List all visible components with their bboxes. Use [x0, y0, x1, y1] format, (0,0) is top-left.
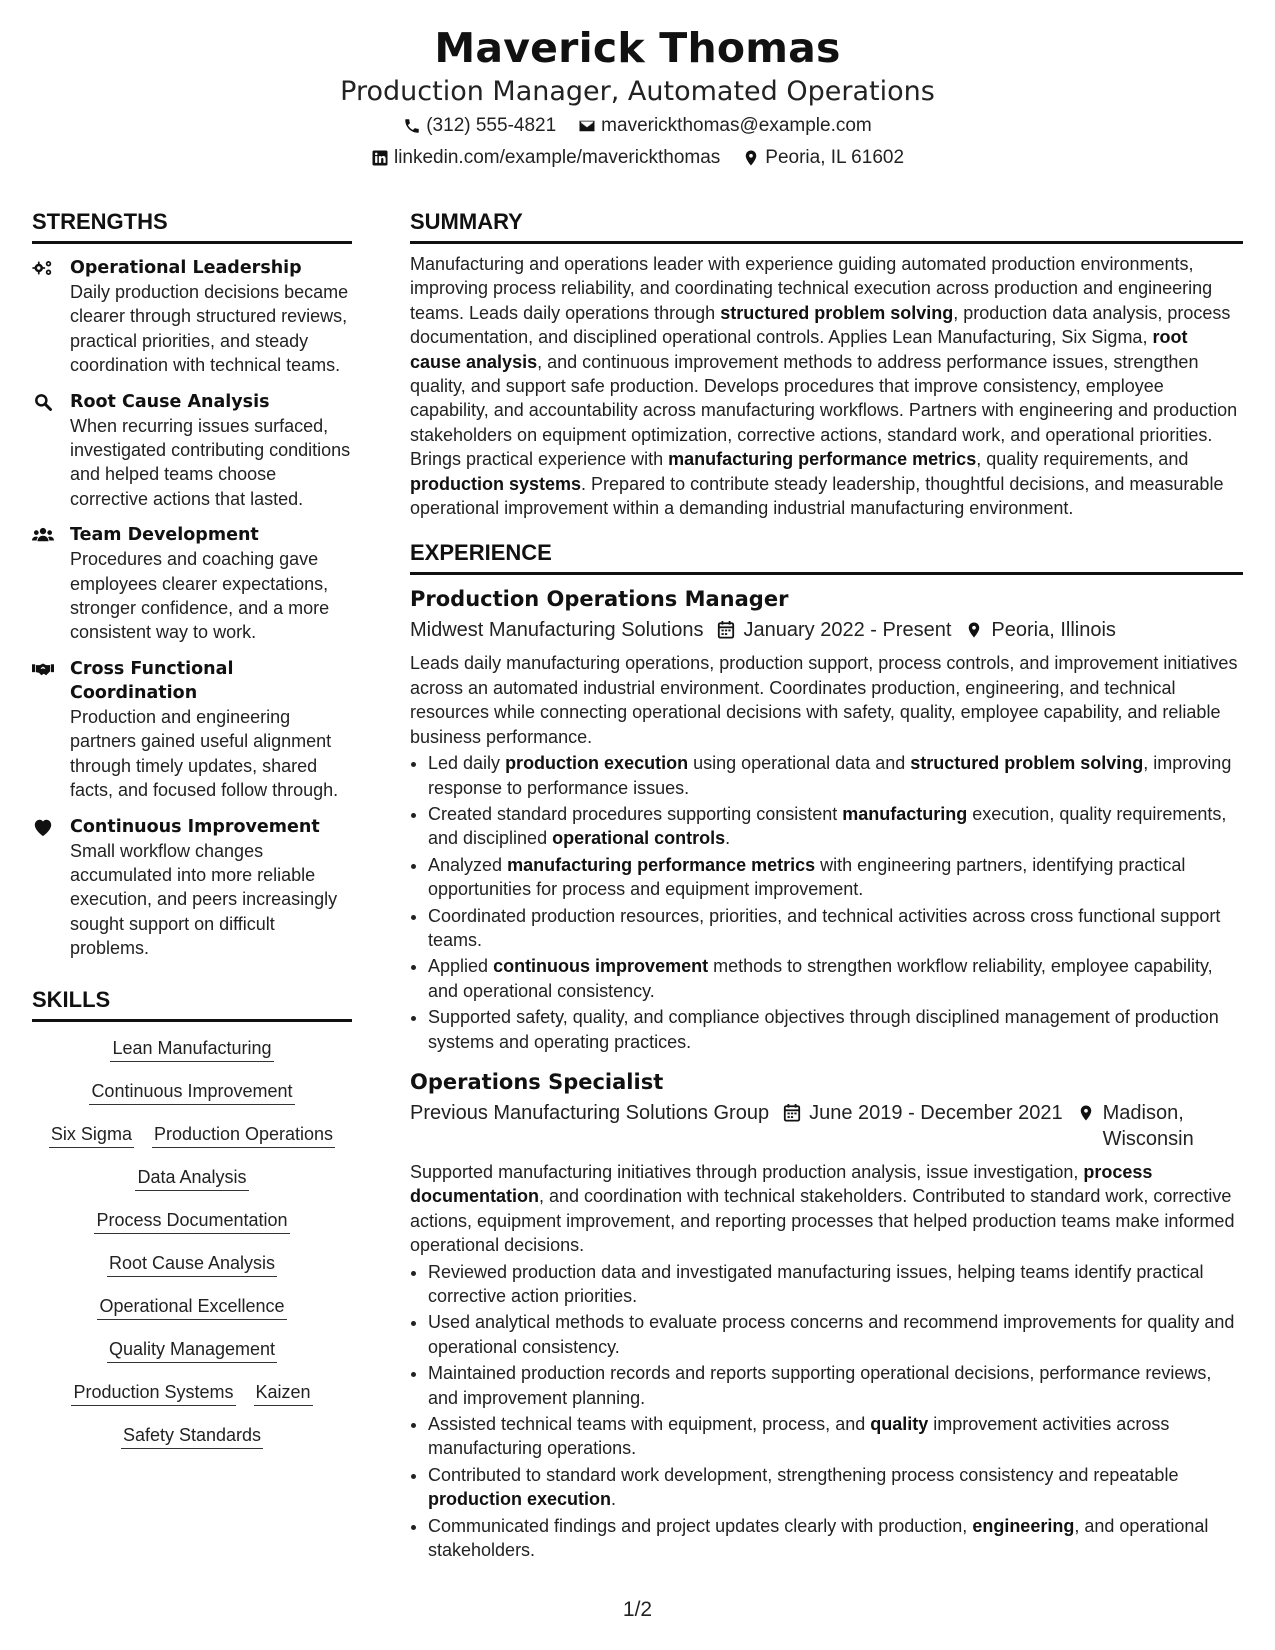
- strength-title: Operational Leadership: [70, 258, 302, 278]
- skill-tag: Data Analysis: [135, 1165, 248, 1191]
- text-segment: , and coordination with technical stakeholders. Contributed to standard work, corrective actions, equipment improvement, and reporting processes that helped production teams make informed operational decisions.: [410, 1186, 1235, 1256]
- skills-heading: SKILLS: [32, 985, 352, 1022]
- bold-text: production execution: [505, 753, 689, 774]
- strength-title: Team Development: [70, 525, 259, 546]
- phone-icon: [403, 117, 421, 135]
- text-segment: Manufacturing and operations leader with experience guiding automated production environments, improving process reliability, and coordinating technical execution across production and engineering teams. Leads daily operations through: [410, 254, 1213, 323]
- text-segment: , production data analysis, process documentation, and disciplined operational controls. Applies Lean Manufacturing, Six Sigma,: [410, 302, 1231, 348]
- search-icon: [32, 392, 54, 412]
- job-dates-text: June 2019 - December 2021: [809, 1101, 1063, 1124]
- text-segment: Maintained production records and reports supporting operational decisions, performance reviews, and improvement planning.: [428, 1363, 1212, 1408]
- strength-desc: Small workflow changes accumulated into more reliable execution, and peers increasingly sought support on difficult problems.: [70, 840, 338, 959]
- text-segment: Assisted technical teams with equipment, process, and: [428, 1414, 871, 1435]
- bullet-item: [428, 1463, 1243, 1512]
- text-segment: Communicated findings and project updates clearly with production,: [428, 1515, 973, 1536]
- job-bullets: [410, 751, 1243, 1054]
- map-pin-icon: [1077, 1103, 1095, 1123]
- job-company: Previous Manufacturing Solutions Group: [410, 1101, 770, 1124]
- bold-text: production systems: [410, 473, 582, 494]
- calendar-icon: [717, 620, 735, 640]
- strength-desc: Procedures and coaching gave employees clearer expectations, stronger confidence, and a more consistent way to work.: [70, 549, 330, 643]
- bullet-item: [428, 1361, 1243, 1410]
- users-icon: [32, 525, 54, 545]
- job-meta: [410, 1100, 1243, 1152]
- map-pin-icon: [742, 149, 760, 167]
- skill-row: [32, 1122, 352, 1148]
- job-dates: [783, 1100, 1063, 1126]
- text-segment: methods to strengthen workflow reliability, employee capability, and operational consistency.: [428, 956, 1213, 1001]
- job-location-text: Peoria, Illinois: [991, 619, 1116, 642]
- text-segment: , quality requirements, and: [976, 449, 1189, 470]
- contact-row-2: [0, 142, 1275, 174]
- bold-text: manufacturing performance metrics: [507, 854, 816, 875]
- summary-heading: SUMMARY: [410, 207, 1243, 244]
- skill-row: [32, 1036, 352, 1062]
- skill-tag: Lean Manufacturing: [110, 1036, 273, 1062]
- strength-desc: Production and engineering partners gained useful alignment through timely updates, shared facts, and focused follow through.: [70, 706, 339, 801]
- phone-text: (312) 555-4821: [426, 115, 557, 136]
- strength-item: [32, 256, 352, 378]
- skill-row: [32, 1165, 352, 1191]
- text-segment: .: [725, 828, 731, 849]
- experience-heading: EXPERIENCE: [410, 538, 1243, 575]
- text-segment: using operational data and: [688, 753, 911, 774]
- skill-tag: Operational Excellence: [97, 1294, 286, 1320]
- email-contact[interactable]: [578, 110, 872, 142]
- bullet-item: [428, 904, 1243, 953]
- linkedin-icon: [371, 149, 389, 167]
- skill-tag: Production Systems: [71, 1380, 235, 1406]
- summary-text: [410, 252, 1243, 520]
- strengths-heading: STRENGTHS: [32, 207, 352, 244]
- calendar-icon: [783, 1103, 801, 1123]
- candidate-title: Production Manager, Automated Operations: [340, 76, 935, 107]
- skill-tag: Safety Standards: [121, 1423, 263, 1449]
- skills-list: [32, 1022, 352, 1449]
- resume-header: [0, 0, 1275, 174]
- skill-tag: Six Sigma: [49, 1122, 134, 1148]
- bold-text: engineering: [972, 1515, 1075, 1536]
- job-entry: [410, 1068, 1243, 1563]
- job-location: [965, 617, 1116, 643]
- bullet-item: [428, 802, 1243, 851]
- job-bullets: [410, 1260, 1243, 1563]
- job-description: [410, 651, 1243, 749]
- bold-text: process documentation: [410, 1161, 1153, 1207]
- skill-tag: Root Cause Analysis: [107, 1251, 277, 1277]
- job-entry: [410, 585, 1243, 1054]
- text-segment: Supported manufacturing initiatives through production analysis, issue investigation,: [410, 1161, 1084, 1182]
- right-column: [410, 207, 1243, 1564]
- skill-tag: Production Operations: [152, 1122, 335, 1148]
- strength-item: [32, 390, 352, 512]
- text-segment: .: [611, 1489, 617, 1510]
- text-segment: Contributed to standard work development, strengthening process consistency and repeatable: [428, 1464, 1179, 1485]
- bold-text: manufacturing: [842, 803, 968, 824]
- bullet-item: [428, 1412, 1243, 1461]
- bullet-item: [428, 1260, 1243, 1309]
- bullet-item: [428, 954, 1243, 1003]
- text-segment: . Prepared to contribute steady leadership, thoughtful decisions, and measurable operational improvement within a demanding industrial manufacturing environment.: [410, 473, 1224, 519]
- job-dates: [717, 617, 951, 643]
- bold-text: root cause analysis: [410, 327, 1188, 372]
- job-title: Production Operations Manager: [410, 587, 789, 612]
- skill-row: [32, 1337, 352, 1363]
- skill-row: [32, 1208, 352, 1234]
- text-segment: Supported safety, quality, and compliance objectives through disciplined management of production systems and operating practices.: [428, 1007, 1219, 1052]
- contact-row-1: [0, 110, 1275, 142]
- bullet-item: [428, 1514, 1243, 1563]
- linkedin-text[interactable]: linkedin.com/example/maverickthomas: [393, 147, 721, 168]
- bullet-item: [428, 751, 1243, 800]
- job-company: Midwest Manufacturing Solutions: [410, 619, 704, 642]
- skill-row: [32, 1079, 352, 1105]
- bullet-item: [428, 1005, 1243, 1054]
- candidate-name: Maverick Thomas: [434, 24, 841, 72]
- skill-row: [32, 1423, 352, 1449]
- skill-row: [32, 1294, 352, 1320]
- skill-tag: Process Documentation: [94, 1208, 289, 1234]
- skill-row: [32, 1380, 352, 1406]
- text-segment: , and operational stakeholders.: [428, 1515, 1209, 1561]
- bold-text: structured problem solving: [910, 753, 1144, 774]
- strength-desc: Daily production decisions became clearer through structured reviews, practical priorities, and steady coordination with technical teams.: [70, 282, 349, 376]
- bold-text: production execution: [428, 1489, 612, 1510]
- phone-contact: [403, 110, 556, 142]
- text-segment: execution, quality requirements, and disciplined: [428, 803, 1227, 849]
- bold-text: structured problem solving: [720, 302, 954, 323]
- linkedin-contact[interactable]: [371, 142, 720, 174]
- skill-tag: Kaizen: [254, 1380, 313, 1406]
- email-text[interactable]: maverickthomas@example.com: [601, 115, 872, 136]
- text-segment: Analyzed: [428, 854, 508, 875]
- location-contact: [742, 142, 904, 174]
- bold-text: quality: [870, 1414, 929, 1435]
- text-segment: , and continuous improvement methods to address performance issues, strengthen quality, and support safe production. Develops procedures that improve consistency, employee capability, and accountability across manufacturing workflows. Partners with engineering and production stakeholders on equipment optimization, corrective actions, standard work, and operational priorities. Brings practical experience with: [410, 351, 1238, 470]
- handshake-icon: [32, 659, 54, 679]
- gears-icon: [32, 258, 54, 278]
- strength-item: [32, 523, 352, 645]
- strength-item: [32, 657, 352, 803]
- strength-desc: When recurring issues surfaced, investigated contributing conditions and helped teams choose corrective actions that lasted.: [70, 415, 351, 509]
- text-segment: Reviewed production data and investigated manufacturing issues, helping teams identify practical corrective action priorities.: [428, 1261, 1204, 1306]
- page-number: 1/2: [622, 1598, 653, 1621]
- strength-title: Cross Functional Coordination: [70, 658, 234, 703]
- job-location-text: Madison, Wisconsin: [1102, 1101, 1194, 1150]
- text-segment: improvement activities across manufacturing operations.: [428, 1414, 1170, 1459]
- bullet-item: [428, 853, 1243, 902]
- bold-text: continuous improvement: [493, 956, 709, 977]
- text-segment: Used analytical methods to evaluate process concerns and recommend improvements for quality and operational consistency.: [428, 1312, 1235, 1357]
- job-description: [410, 1160, 1243, 1258]
- skill-tag: Quality Management: [107, 1337, 277, 1363]
- bold-text: operational controls: [552, 828, 726, 849]
- text-segment: Leads daily manufacturing operations, production support, process controls, and improvement initiatives across an automated industrial environment. Coordinates production, engineering, and technical resources while connecting operational decisions with safety, quality, employee capability, and reliable business performance.: [410, 653, 1238, 747]
- left-column: [32, 207, 352, 1466]
- text-segment: with engineering partners, identifying practical opportunities for process and equipment improvement.: [428, 854, 1186, 900]
- strength-item: [32, 815, 352, 961]
- job-meta: [410, 617, 1243, 643]
- skill-row: [32, 1251, 352, 1277]
- map-pin-icon: [965, 620, 983, 640]
- text-segment: Applied: [428, 956, 494, 977]
- job-location: [1077, 1100, 1203, 1152]
- bullet-item: [428, 1310, 1243, 1359]
- bold-text: manufacturing performance metrics: [668, 449, 977, 470]
- location-text: Peoria, IL 61602: [765, 147, 905, 168]
- text-segment: Created standard procedures supporting consistent: [428, 803, 843, 824]
- skill-tag: Continuous Improvement: [89, 1079, 294, 1105]
- strength-title: Root Cause Analysis: [70, 391, 270, 412]
- heart-icon: [32, 817, 54, 837]
- job-title: Operations Specialist: [410, 1069, 664, 1094]
- text-segment: Coordinated production resources, priorities, and technical activities across cross functional support teams.: [428, 905, 1221, 950]
- text-segment: Led daily: [428, 753, 506, 774]
- strength-title: Continuous Improvement: [70, 816, 320, 837]
- job-dates-text: January 2022 - Present: [743, 619, 952, 642]
- envelope-icon: [578, 117, 596, 135]
- text-segment: , improving response to performance issues.: [428, 753, 1232, 798]
